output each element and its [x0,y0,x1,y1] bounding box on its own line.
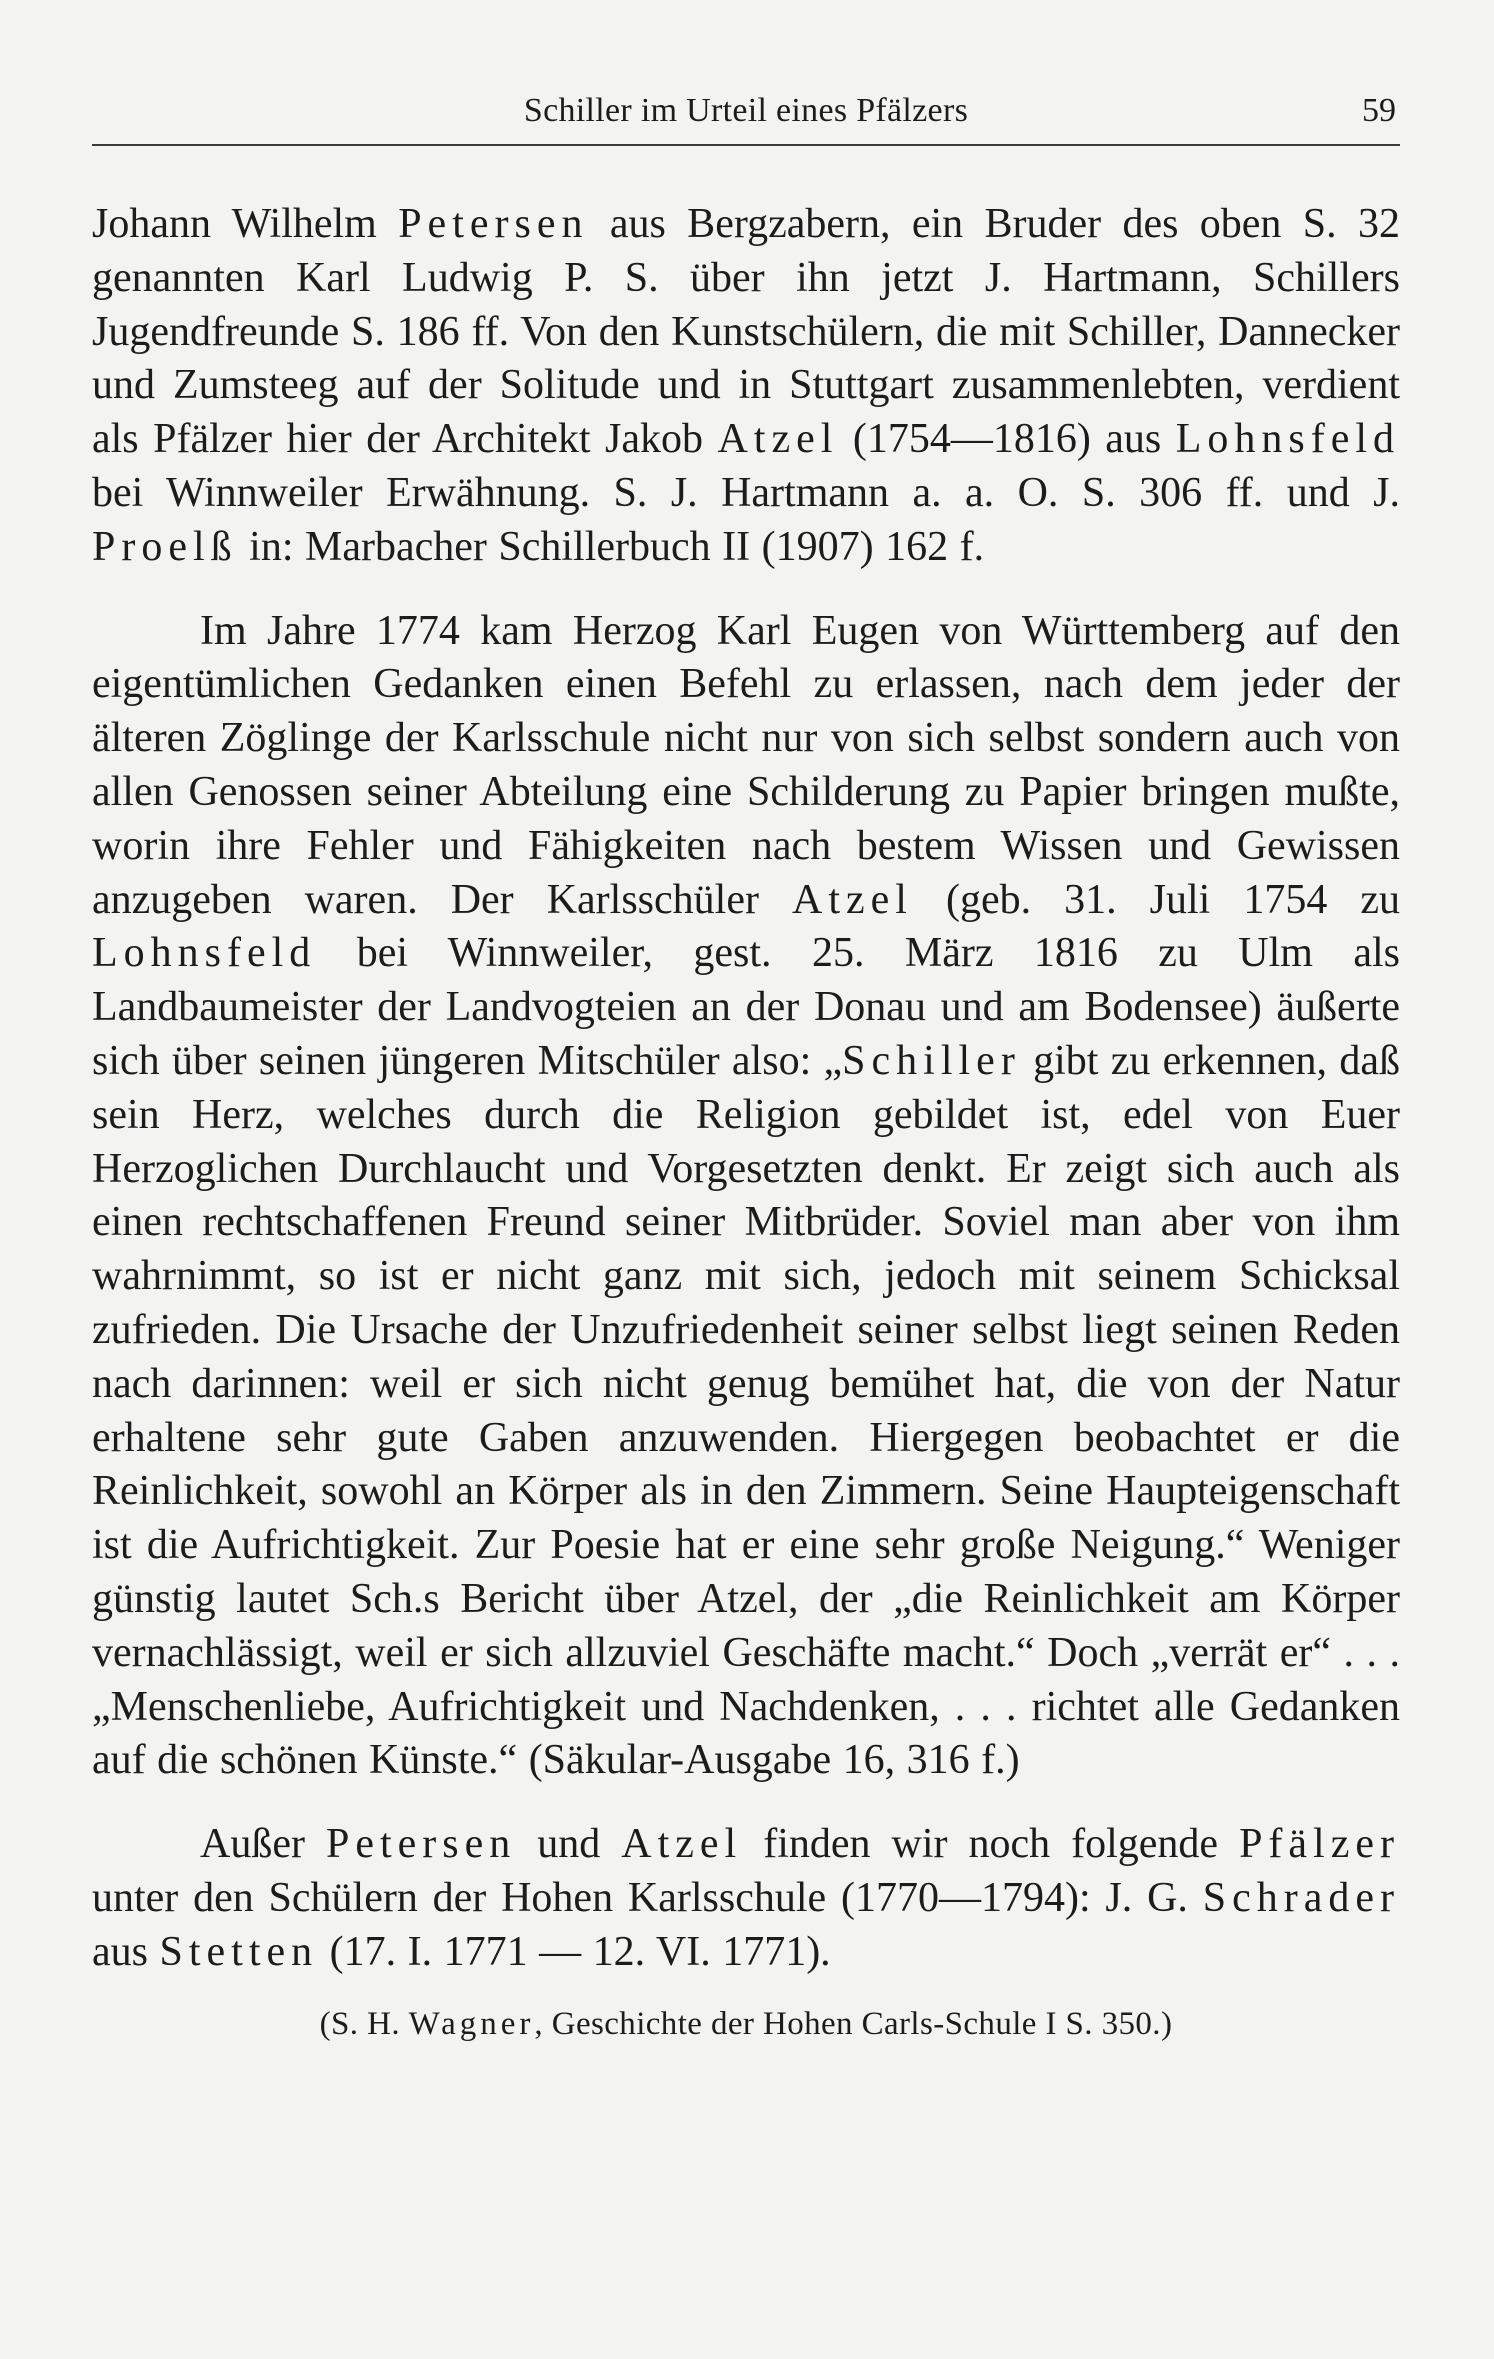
spaced-name: Schrader [1202,1874,1400,1921]
page-body [92,198,1400,2046]
text-run: Johann Wilhelm [92,201,399,247]
source-citation [92,2002,1400,2046]
text-run: aus [92,1928,160,1975]
text-run: in: Marbacher Schillerbuch II (1907) 162 f. [237,523,985,570]
spaced-name: Pfälzer [1239,1821,1400,1868]
text-run: bei Winnweiler, gest. 25. März 1816 zu Ulm als Landbaumeister der Landvogteien an der Donau und am Bodensee) äußerte sich über seinen jüngeren Mitschüler also: „ [92,930,1400,1084]
text-run: (1754—1816) aus [838,416,1176,463]
spaced-name: Lohnsfeld [92,930,317,977]
text-run: (geb. 31. Juli 1754 zu [912,876,1401,923]
text-run: finden wir noch folgende [742,1821,1240,1868]
text-run: bei Winnweiler Erwähnung. S. J. Hartmann a. a. O. S. 306 ff. und J. [92,469,1400,516]
text-run: , Geschichte der Hohen Carls-Schule I S. 350.) [534,2005,1173,2042]
spaced-name: Atzel [791,876,913,923]
paragraph-karlsschule-report [92,605,1400,1789]
text-run: unter den Schülern der Hohen Karlsschule (1770—1794): J. G. [92,1874,1203,1921]
spaced-name: Stetten [159,1928,319,1975]
text-run: aus Bergzabern, ein Bruder des oben S. 32 genannten Karl Ludwig P. S. über ihn jetzt J. Hartmann, Schillers Jugendfreunde S. 186 ff. Von den Kunstschülern, die mit Schiller, Dannecker und Zumsteeg auf der Solitude und in Stuttgart zusammenlebten, verdient als Pfälzer hier der Architekt Jakob [92,201,1400,463]
page-number: 59 [1362,92,1396,129]
spaced-name: Atzel [621,1821,743,1868]
text-run: und [516,1821,622,1868]
text-run: (S. H. [319,2005,409,2042]
text-run: Außer [200,1821,326,1868]
spaced-name: Schiller [842,1037,1021,1084]
running-header [92,88,1400,146]
paragraph-pfaelzer-students [92,1818,1400,1979]
spaced-name: Wagner [408,2005,535,2042]
text-run: Im Jahre 1774 kam Herzog Karl Eugen von Württemberg auf den eigentümlichen Gedanken einen Befehl zu erlassen, nach dem jeder der älteren Zöglinge der Karlsschule nicht nur von sich selbst sondern auch von allen Genossen seiner Abteilung eine Schilderung zu Papier bringen mußte, worin ihre Fehler und Fähigkeiten nach bestem Wissen und Gewissen anzugeben waren. Der Karlsschüler [92,607,1400,923]
text-run: (17. I. 1771 — 12. VI. 1771). [318,1928,831,1975]
running-title: Schiller im Urteil eines Pfälzers [523,92,969,129]
spaced-name: Lohnsfeld [1175,416,1400,463]
text-run: gibt zu erkennen, daß sein Herz, welches durch die Religion gebildet ist, edel von Euer Herzoglichen Durchlaucht und Vorgesetzten denkt. Er zeigt sich auch als einen rechtschaffenen Freund seiner Mitbrüder. Soviel man aber von ihm wahrnimmt, so ist er nicht ganz mit sich, jedoch mit seinem Schicksal zufrieden. Die Ursache der Unzufriedenheit seiner selbst liegt seinen Reden nach darinnen: weil er sich nicht genug bemühet hat, die von der Natur erhaltene sehr gute Gaben anzuwenden. Hiergegen beobachtet er die Reinlichkeit, sowohl an Körper als in den Zimmern. Seine Haupteigenschaft ist die Aufrichtigkeit. Zur Poesie hat er eine sehr große Neigung.“ Weniger günstig lautet Sch.s Bericht über Atzel, der „die Reinlichkeit am Körper vernachlässigt, weil er sich allzuviel Geschäfte macht.“ Doch „verrät er“ . . . „Menschenliebe, Aufrichtigkeit und Nachdenken, . . . richtet alle Gedanken auf die schönen Künste.“ (Säkular-Ausgabe 16, 316 f.) [92,1037,1400,1784]
spaced-name: Petersen [325,1821,517,1868]
spaced-name: Atzel [717,416,839,463]
spaced-name: Proelß [92,523,238,570]
spaced-name: Petersen [398,201,589,247]
paragraph-petersen-note [92,198,1400,575]
